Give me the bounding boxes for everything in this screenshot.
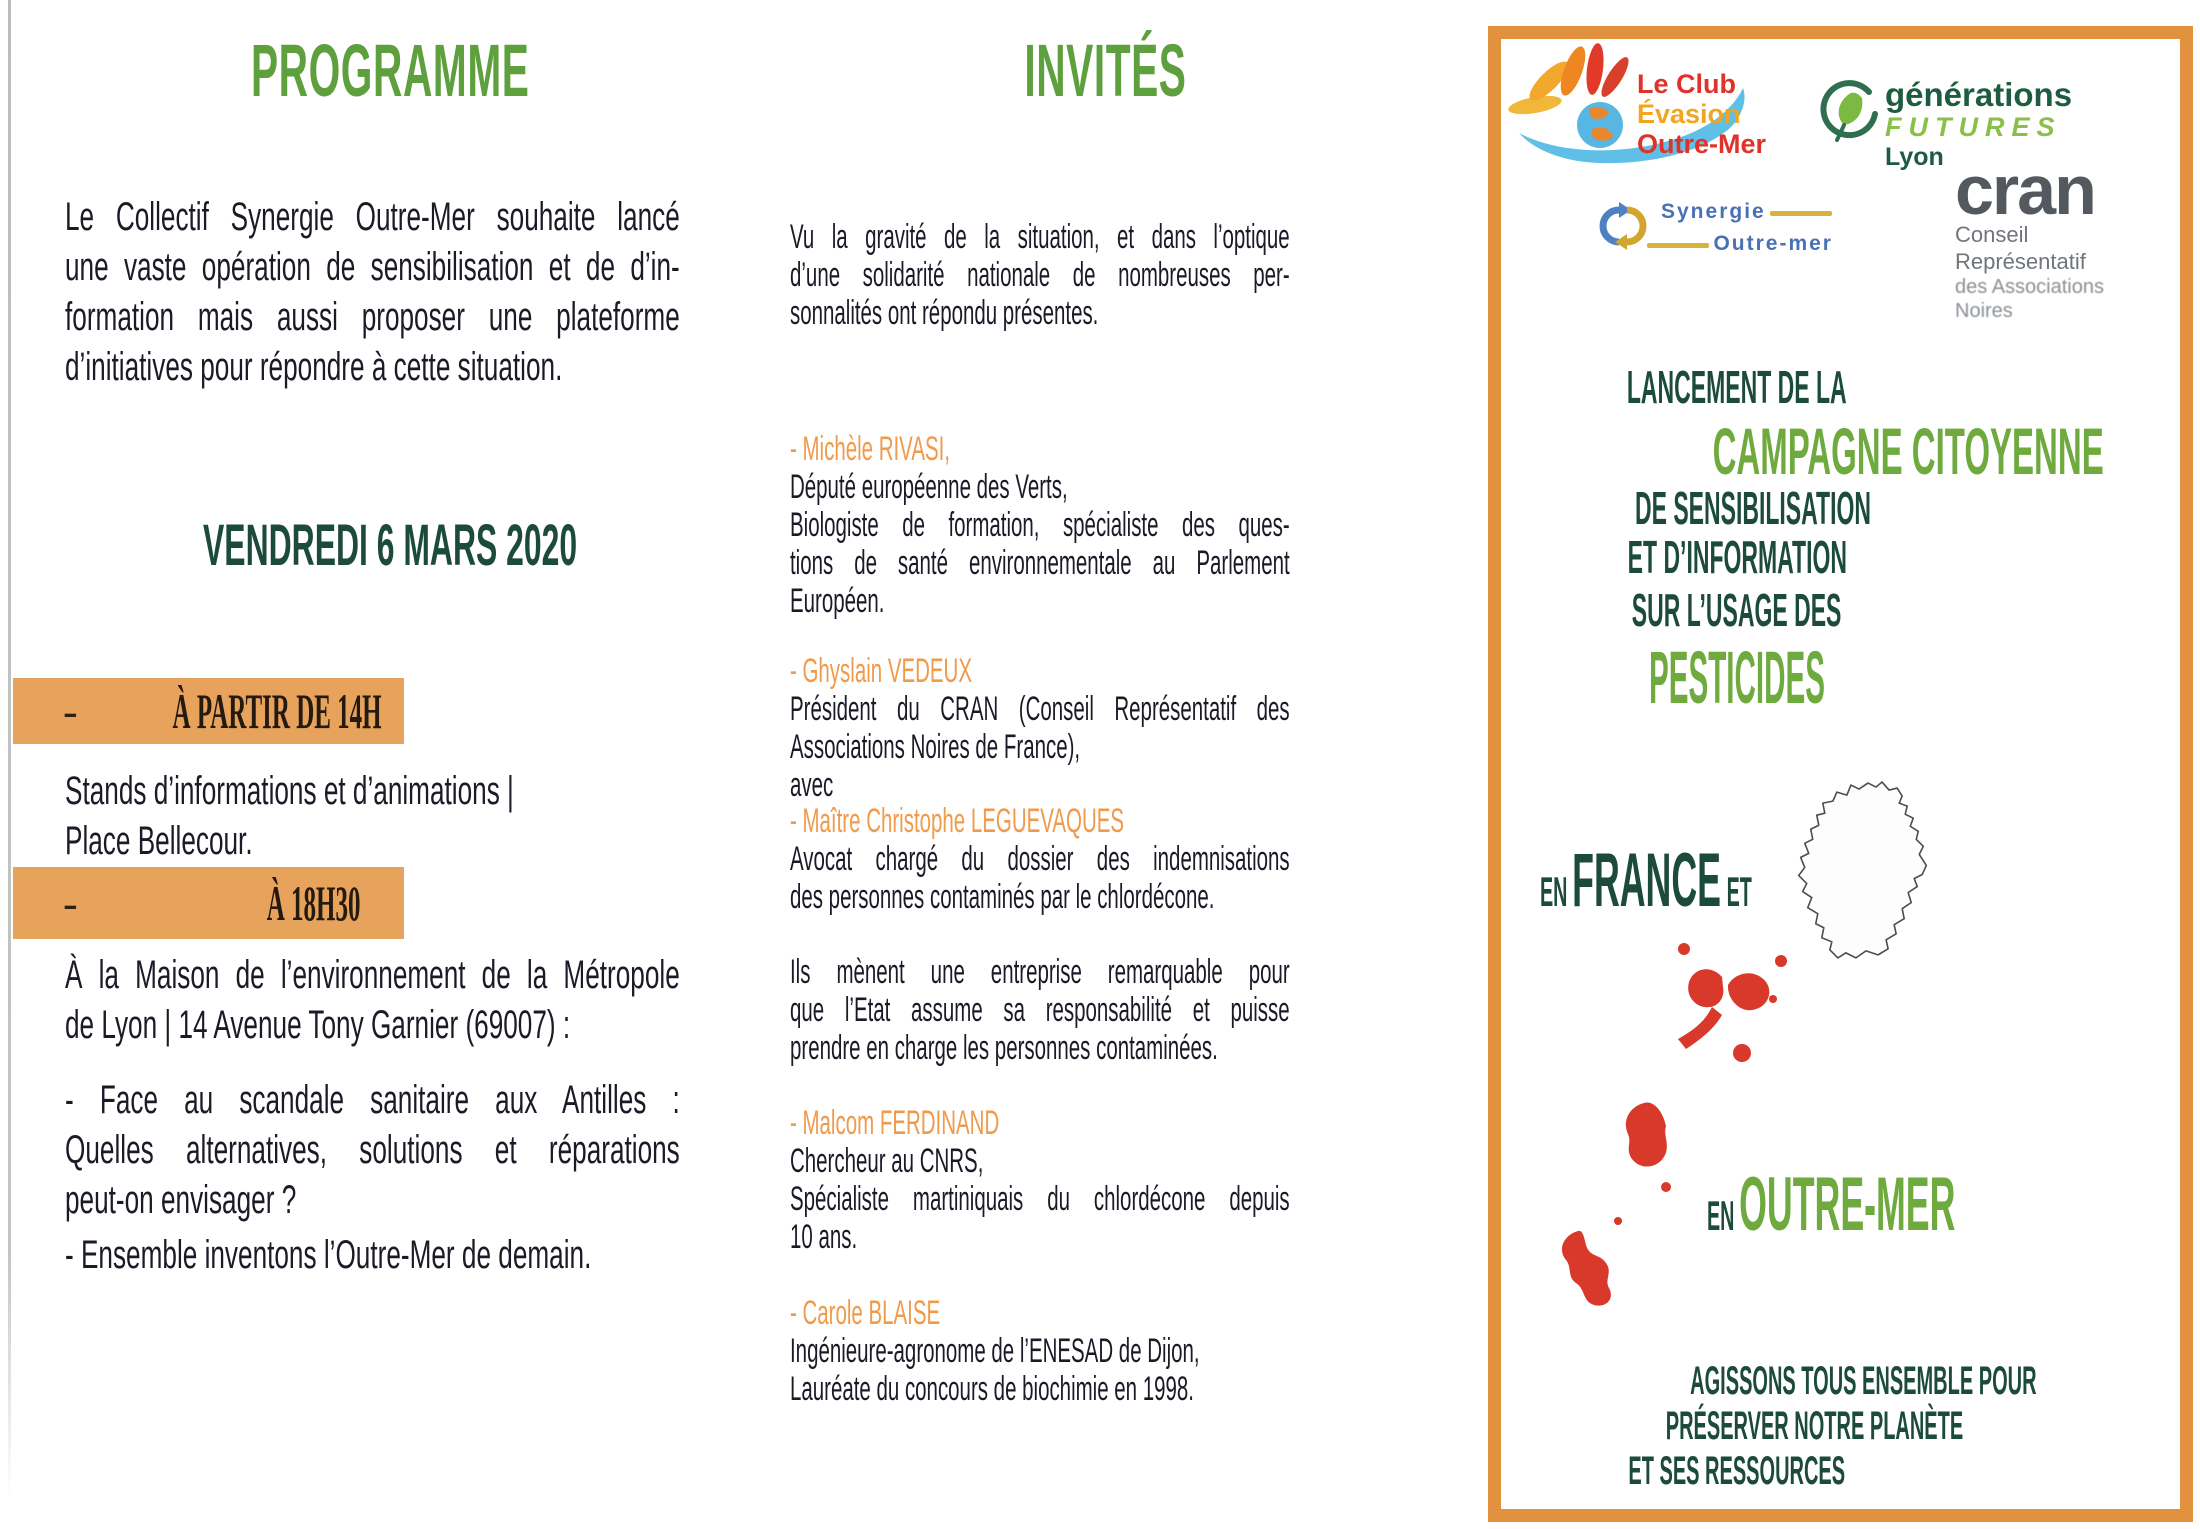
guest-line: Avocat chargé du dossier des indemnisations (790, 840, 1290, 878)
guest-name-rivasi: - Michèle RIVASI, (790, 430, 951, 468)
en-france-et (1540, 837, 1991, 924)
outremer-place: OUTRE-MER (1739, 1162, 1956, 1247)
agenda-item-antilles (65, 1075, 680, 1225)
guest-line: Spécialiste martiniquais du chlordécone depuis (790, 1180, 1290, 1218)
guest-line: Européen. (790, 582, 885, 620)
guest-desc-rivasi (790, 468, 1290, 620)
synergie-rule-icon (1647, 243, 1709, 248)
cran-logo (1955, 151, 2165, 323)
stands-text (65, 766, 680, 866)
club-evasion-line3: Outre-Mer (1637, 129, 1767, 159)
club-evasion-line2: Évasion (1637, 99, 1741, 129)
campaign-information: ET D’INFORMATION (1627, 531, 1847, 583)
club-evasion-line1: Le Club (1637, 69, 1736, 99)
banner-dash: - (63, 878, 78, 928)
intro-line: formation mais aussi proposer une plateforme (65, 295, 680, 339)
interlude-line: que l’Etat assume sa responsabilité et puisse (790, 991, 1290, 1029)
banner-label-wrap (13, 682, 486, 740)
campaign-sensibilisation: DE SENSIBILISATION (1634, 482, 1871, 534)
campaign-poster-panel (1488, 26, 2193, 1522)
guest-line: avec (790, 766, 834, 804)
banner-18h30-label: À 18H30 (266, 875, 360, 931)
generations-name: générations (1885, 76, 2073, 113)
stands-line: Place Bellecour. (65, 819, 253, 863)
synergie-row1 (1661, 200, 1832, 224)
club-evasion-logo-text (1637, 69, 1766, 159)
guest-line: Lauréate du concours de biochimie en 1998. (790, 1370, 1194, 1408)
invites-title: INVITÉS (1023, 29, 1187, 112)
france-place: FRANCE (1572, 838, 1721, 923)
guest-desc-blaise (790, 1332, 1290, 1408)
france-en: EN (1540, 868, 1568, 915)
synergie-row2 (1647, 232, 1833, 256)
intro-line: Vu la gravité de la situation, et dans l’optique (790, 218, 1290, 256)
agenda-line: - Face au scandale sanitaire aux Antilles : (65, 1078, 680, 1122)
campaign-lancement: LANCEMENT DE LA (1627, 361, 1847, 413)
guest-name-blaise: - Carole BLAISE (790, 1294, 941, 1332)
guest-desc-leguevaques (790, 840, 1290, 916)
guest-line: Chercheur au CNRS, (790, 1142, 984, 1180)
agenda-line: - Ensemble inventons l’Outre-Mer de demain. (65, 1233, 592, 1277)
stands-line: Stands d’informations et d’animations | (65, 769, 514, 813)
generations-futures-leaf-icon (1817, 80, 1879, 146)
intro-line: sonnalités ont répondu présentes. (790, 294, 1099, 332)
venue-text (65, 950, 680, 1050)
event-date-text: VENDREDI 6 MARS 2020 (202, 513, 578, 578)
campaign-usage: SUR L’USAGE DES (1632, 584, 1842, 636)
banner-dash: - (63, 686, 78, 736)
schedule-banner-18h30 (13, 867, 404, 939)
synergie-arrows-icon (1595, 202, 1651, 250)
en-outre-mer (1707, 1161, 2200, 1248)
campaign-line-4 (1517, 530, 1957, 584)
guest-line: 10 ans. (790, 1218, 858, 1256)
campaign-line-2 (1517, 413, 2104, 489)
outremer-en: EN (1707, 1192, 1735, 1239)
france-et: ET (1726, 868, 1752, 915)
synergie-word2: Outre-mer (1713, 232, 1833, 255)
generations-city: Lyon (1885, 143, 1944, 171)
interlude-line: prendre en charge les personnes contaminées. (790, 1029, 1218, 1067)
agenda-line: Quelles alternatives, solutions et réparations (65, 1128, 680, 1172)
guest-line: Député européenne des Verts, (790, 468, 1068, 506)
guest-name-leguevaques: - Maître Christophe LEGUEVAQUES (790, 802, 1125, 840)
club-evasion-logo (1505, 41, 1775, 186)
intro-line: une vaste opération de sensibilisation et de d’in- (65, 245, 680, 289)
intro-line: d’une solidarité nationale de nombreuses per- (790, 256, 1290, 294)
page-fold-line (8, 0, 11, 1529)
intro-line: d’initiatives pour répondre à cette situation. (65, 345, 563, 389)
cran-subtitle1: Conseil Représentatif (1955, 222, 2086, 274)
slogan-line: AGISSONS TOUS ENSEMBLE POUR (1690, 1359, 2037, 1403)
guest-desc-ferdinand (790, 1142, 1290, 1256)
campaign-line-3 (1517, 481, 1957, 535)
generations-sub: FUTURES (1885, 112, 2062, 142)
campaign-line-6 (1517, 635, 1957, 720)
cran-subtitle2: des Associations Noires (1955, 276, 2104, 322)
intro-line: Le Collectif Synergie Outre-Mer souhaite lancé (65, 195, 680, 239)
slogan-line: ET SES RESSOURCES (1628, 1449, 1846, 1493)
synergie-rule-icon (1770, 211, 1832, 216)
guest-line: tions de santé environnementale au Parlement (790, 544, 1290, 582)
agenda-item-ensemble (65, 1230, 680, 1280)
invites-intro (790, 218, 1290, 332)
event-date (40, 512, 740, 579)
banner-14h-label: À PARTIR DE 14H (172, 683, 382, 739)
guest-line: Ingénieure-agronome de l’ENESAD de Dijon, (790, 1332, 1200, 1370)
guest-name-vedeux: - Ghyslain VEDEUX (790, 652, 973, 690)
invites-interlude (790, 953, 1290, 1067)
outremer-islands-map (1526, 935, 1836, 1355)
synergie-word1: Synergie (1661, 200, 1766, 223)
agenda-line: peut-on envisager ? (65, 1178, 297, 1222)
invites-heading (790, 28, 1420, 113)
venue-line: À la Maison de l’environnement de la Métropole (65, 953, 680, 997)
synergie-logo (1595, 198, 1833, 268)
guest-desc-vedeux (790, 690, 1290, 804)
guest-name-ferdinand: - Malcom FERDINAND (790, 1104, 1000, 1142)
campaign-pesticides: PESTICIDES (1649, 636, 1825, 719)
footer-slogan (1517, 1359, 2037, 1498)
campaign-citoyenne: CAMPAGNE CITOYENNE (1712, 414, 2104, 488)
guest-line: des personnes contaminés par le chlordécone. (790, 878, 1215, 916)
programme-title: PROGRAMME (250, 29, 530, 112)
cran-name: cran (1955, 151, 2095, 229)
guest-line: Président du CRAN (Conseil Représentatif des (790, 690, 1290, 728)
programme-heading (40, 28, 740, 113)
guest-line: Biologiste de formation, spécialiste des ques- (790, 506, 1290, 544)
schedule-banner-14h (13, 678, 404, 744)
programme-intro (65, 192, 680, 392)
slogan-line: PRÉSERVER NOTRE PLANÈTE (1665, 1404, 1964, 1448)
guest-line: Associations Noires de France), (790, 728, 1081, 766)
campaign-line-1 (1517, 360, 1957, 414)
campaign-line-5 (1517, 583, 1957, 637)
venue-line: de Lyon | 14 Avenue Tony Garnier (69007) : (65, 1003, 571, 1047)
interlude-line: Ils mènent une entreprise remarquable pour (790, 953, 1290, 991)
